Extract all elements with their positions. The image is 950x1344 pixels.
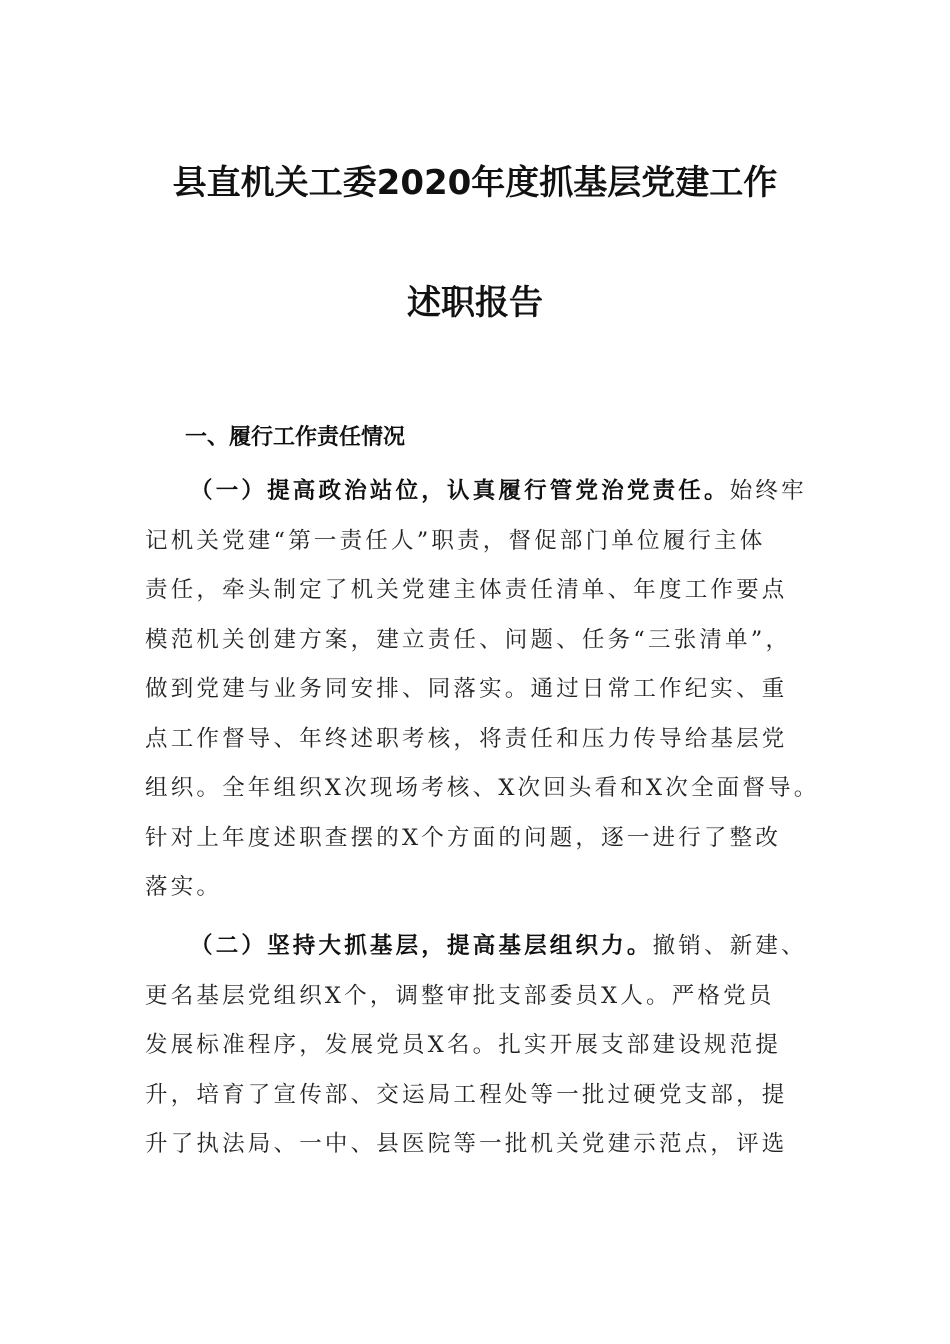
paragraph-line: 模范机关创建方案，建立责任、问题、任务“三张清单”， xyxy=(145,626,792,653)
paragraph-line xyxy=(145,467,817,517)
paragraph-line xyxy=(145,922,817,972)
paragraph-lead: （二）坚持大抓基层，提高基层组织力。 xyxy=(190,933,653,959)
paragraph-lead: （一）提高政治站位，认真履行管党治党责任。 xyxy=(190,478,730,504)
paragraph-line: 点工作督导、年终述职考核，将责任和压力传导给基层党 xyxy=(145,725,788,752)
section-heading: 一、履行工作责任情况 xyxy=(185,425,406,450)
paragraph-line: 做到党建与业务同安排、同落实。通过日常工作纪实、重 xyxy=(145,676,788,702)
document-title-line-1: 县直机关工委2020年度抓基层党建工作 xyxy=(172,163,778,203)
paragraph-line: 更名基层党组织X个，调整审批支部委员X人。严格党员 xyxy=(145,982,775,1009)
paragraph-line: 升，培育了宣传部、交运局工程处等一批过硬党支部，提 xyxy=(145,1081,788,1108)
paragraph-line: 落实。 xyxy=(145,874,223,900)
document-title-line-2: 述职报告 xyxy=(407,283,543,323)
paragraph-line: 责任，牵头制定了机关党建主体责任清单、年度工作要点 xyxy=(145,577,788,603)
paragraph-line: 记机关党建“第一责任人”职责，督促部门单位履行主体 xyxy=(145,527,766,554)
paragraph-line: 组织。全年组织X次现场考核、X次回头看和X次全面督导。 xyxy=(145,775,820,801)
paragraph-text: 始终牢 xyxy=(729,478,807,504)
paragraph-line: 针对上年度述职查摆的X个方面的问题，逐一进行了整改 xyxy=(145,824,782,851)
paragraph-line: 发展标准程序，发展党员X名。扎实开展支部建设规范提 xyxy=(145,1032,782,1058)
paragraph-1 xyxy=(145,467,820,913)
paragraph-2 xyxy=(145,922,817,1170)
paragraph-text: 撤销、新建、 xyxy=(652,933,807,959)
paragraph-line: 升了执法局、一中、县医院等一批机关党建示范点，评选 xyxy=(145,1131,788,1157)
